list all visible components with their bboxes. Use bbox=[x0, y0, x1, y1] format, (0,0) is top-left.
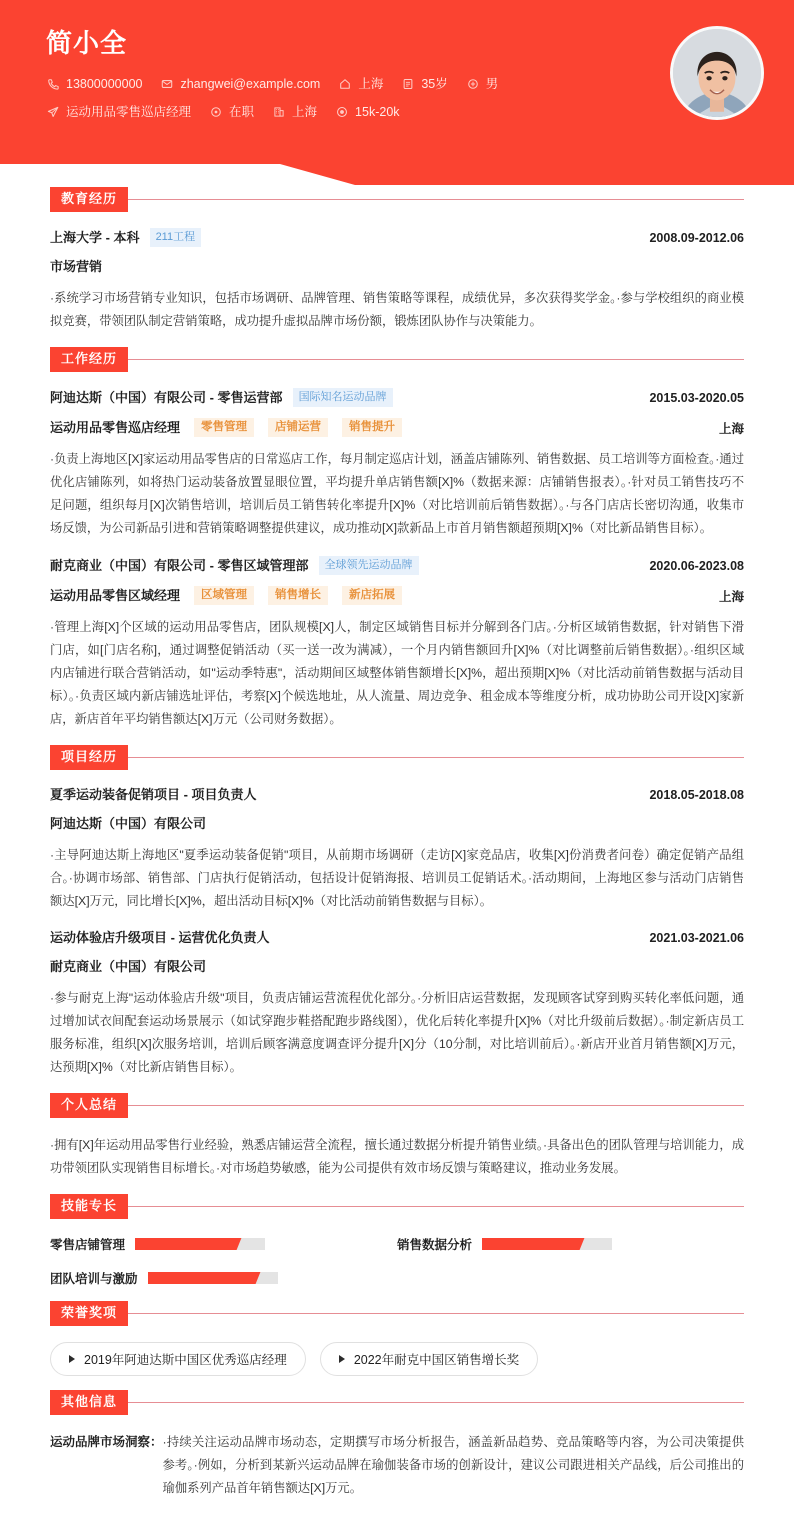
project-description: ·参与耐克上海"运动体验店升级"项目，负责店铺运营流程优化部分。·分析旧店运营数据，发现顾客试穿到购买转化率低问题，通过增加试衣间配套运动场景展示（如试穿跑步鞋搭配跑步路线图），优化后转化率提升[X]%（对比升级前后数据）。·制定新店员工服务标准，组织[X]次服务培训，培训后顾客满意度调查评分提升[X]分（10分制，对比培训前后）。·新店开业首月销售额[X]万元，达预期[X]%（对比新店销售目标）。 bbox=[50, 991, 744, 1074]
skill-label: 销售数据分析 bbox=[397, 1238, 473, 1252]
skill-bar-fill bbox=[148, 1272, 252, 1284]
section-header bbox=[50, 745, 744, 770]
contact-item bbox=[466, 74, 499, 94]
section-divider bbox=[128, 1402, 744, 1403]
skill-bar-fill bbox=[135, 1238, 233, 1250]
candidate-name: 简小全 bbox=[46, 28, 128, 58]
summary-description: ·拥有[X]年运动用品零售行业经验，熟悉店铺运营全流程，擅长通过数据分析提升销售业绩。·具备出色的团队管理与培训能力，成功带领团队实现销售目标增长。·对市场趋势敏感，能为公司提供有效市场反馈与策略建议，推动业务发展。 bbox=[50, 1138, 744, 1175]
section-awards bbox=[50, 1301, 744, 1376]
contact-value: 男 bbox=[485, 77, 499, 91]
award-item[interactable] bbox=[320, 1342, 538, 1376]
skill-bar-track bbox=[482, 1238, 612, 1250]
education-entry bbox=[50, 228, 744, 333]
project-entry bbox=[50, 929, 744, 1079]
salary-icon bbox=[335, 105, 349, 119]
project-entry bbox=[50, 786, 744, 913]
play-triangle-icon bbox=[339, 1355, 345, 1363]
section-education bbox=[50, 187, 744, 333]
job-title: 运动用品零售区域经理 bbox=[50, 587, 181, 603]
project-date: 2018.05-2018.08 bbox=[649, 788, 744, 802]
skill-label: 团队培训与激励 bbox=[50, 1272, 138, 1286]
section-title-projects: 项目经历 bbox=[50, 745, 128, 770]
awards-list bbox=[50, 1342, 744, 1376]
education-major: 市场营销 bbox=[50, 259, 103, 274]
contact-item bbox=[209, 102, 254, 122]
contact-value: 运动用品零售巡店经理 bbox=[66, 105, 192, 119]
contact-item bbox=[46, 102, 191, 122]
section-divider bbox=[128, 757, 744, 758]
skill-tag: 店铺运营 bbox=[268, 418, 328, 437]
play-triangle-icon bbox=[69, 1355, 75, 1363]
section-title-awards: 荣誉奖项 bbox=[50, 1301, 128, 1326]
avatar-photo-icon bbox=[673, 29, 761, 117]
skill-tag: 销售提升 bbox=[342, 418, 402, 437]
award-label: 2022年耐克中国区销售增长奖 bbox=[353, 1353, 520, 1367]
award-label: 2019年阿迪达斯中国区优秀巡店经理 bbox=[84, 1353, 287, 1367]
other-info-description: ·持续关注运动品牌市场动态，定期撰写市场分析报告，涵盖新品趋势、竞品策略等内容，为公司决策提供参考。·例如，分析到某新兴运动品牌在瑜伽装备市场的创新设计，建议公司跟进相关产品线，后公司推出的瑜伽系列产品首年销售额达[X]万元。 bbox=[162, 1435, 744, 1495]
project-date: 2021.03-2021.06 bbox=[649, 931, 744, 945]
home-icon bbox=[338, 77, 352, 91]
contact-value: 上海 bbox=[292, 105, 318, 119]
section-skills bbox=[50, 1194, 744, 1287]
resume-body bbox=[0, 187, 794, 1526]
section-divider bbox=[128, 1206, 744, 1207]
section-title-work: 工作经历 bbox=[50, 347, 128, 372]
contact-item bbox=[272, 102, 317, 122]
section-header bbox=[50, 1301, 744, 1326]
skills-list bbox=[50, 1235, 744, 1287]
avatar bbox=[670, 26, 764, 120]
skill-tag: 区域管理 bbox=[194, 586, 254, 605]
company-name: 耐克商业（中国）有限公司 - 零售区域管理部 bbox=[50, 557, 309, 573]
status-icon bbox=[209, 105, 223, 119]
section-title-other: 其他信息 bbox=[50, 1390, 128, 1415]
work-description: ·管理上海[X]个区域的运动用品零售店，团队规模[X]人，制定区域销售目标并分解到各门店。·分析区域销售数据，针对销售下滑门店，如[门店名称]，通过调整促销活动（买一送一改为满减），一个月内销售额回升[X]%（对比调整前后销售数据）。·组织区域内店铺进行联合营销活动，如"运动季特惠"，活动期间区域整体销售额增长[X]%，超出预期[X]%（对比活动前销售数据与活动目标）。·负责区域内新店铺选址评估，考察[X]个候选地址，从人流量、周边竞争、租金成本等维度分析，成功协助公司开设[X]家新店，新店首年平均销售额达[X]万元（公司财务数据）。 bbox=[50, 620, 744, 726]
section-header bbox=[50, 1194, 744, 1219]
section-divider bbox=[128, 359, 744, 360]
contact-value: 上海 bbox=[358, 77, 384, 91]
company-tag: 全球领先运动品牌 bbox=[319, 556, 419, 575]
contact-item bbox=[335, 102, 399, 122]
section-divider bbox=[128, 1105, 744, 1106]
skill-label: 零售店铺管理 bbox=[50, 1238, 126, 1252]
email-icon bbox=[160, 77, 174, 91]
job-title: 运动用品零售巡店经理 bbox=[50, 419, 181, 435]
project-company: 阿迪达斯（中国）有限公司 bbox=[50, 816, 207, 831]
gender-icon bbox=[466, 77, 480, 91]
other-info-block bbox=[50, 1431, 744, 1500]
contact-row-secondary bbox=[46, 102, 516, 122]
section-header bbox=[50, 187, 744, 212]
project-name: 运动体验店升级项目 - 运营优化负责人 bbox=[50, 930, 270, 945]
contact-value: 35岁 bbox=[421, 77, 448, 91]
contact-item bbox=[401, 74, 447, 94]
section-title-skills: 技能专长 bbox=[50, 1194, 128, 1219]
work-entry bbox=[50, 388, 744, 540]
skill-tag: 零售管理 bbox=[194, 418, 254, 437]
header-info bbox=[46, 22, 516, 130]
building-icon bbox=[272, 105, 286, 119]
section-title-summary: 个人总结 bbox=[50, 1093, 128, 1118]
company-tag: 国际知名运动品牌 bbox=[293, 388, 393, 407]
section-divider bbox=[128, 1313, 744, 1314]
education-date: 2008.09-2012.06 bbox=[649, 230, 744, 245]
section-header bbox=[50, 1390, 744, 1415]
section-header bbox=[50, 1093, 744, 1118]
school-name: 上海大学 - 本科 bbox=[50, 229, 140, 245]
work-entry bbox=[50, 556, 744, 731]
contact-value: 15k-20k bbox=[355, 105, 400, 119]
section-other bbox=[50, 1390, 744, 1500]
skill-tag: 销售增长 bbox=[268, 586, 328, 605]
skill-bar-fill bbox=[482, 1238, 576, 1250]
contact-value: 13800000000 bbox=[66, 77, 143, 91]
work-date: 2020.06-2023.08 bbox=[649, 558, 744, 573]
skill-item bbox=[50, 1235, 397, 1253]
skill-bar-track bbox=[148, 1272, 278, 1284]
phone-icon bbox=[46, 77, 60, 91]
work-location: 上海 bbox=[718, 589, 744, 604]
skill-item bbox=[397, 1235, 744, 1253]
skill-bar-track bbox=[135, 1238, 265, 1250]
contact-row-primary bbox=[46, 74, 516, 94]
work-date: 2015.03-2020.05 bbox=[649, 390, 744, 405]
project-description: ·主导阿迪达斯上海地区"夏季运动装备促销"项目，从前期市场调研（走访[X]家竞品店，收集[X]份消费者问卷）确定促销产品组合。·协调市场部、销售部、门店执行促销活动，包括设计促销海报、培训员工促销话术。·活动期间，上海地区参与活动门店销售额达[X]万元，同比增长[X]%，超出活动目标[X]%（对比活动前销售数据与目标）。 bbox=[50, 848, 744, 908]
other-info-label: 运动品牌市场洞察： bbox=[50, 1435, 163, 1449]
company-name: 阿迪达斯（中国）有限公司 - 零售运营部 bbox=[50, 389, 283, 405]
work-description: ·负责上海地区[X]家运动用品零售店的日常巡店工作，每月制定巡店计划，涵盖店铺陈列、销售数据、员工培训等方面检查。·通过优化店铺陈列，如将热门运动装备放置显眼位置，平均提升单店销售额[X]%（数据来源：店铺销售报表）。·针对员工销售技巧不足问题，组织每月[X]次销售培训，培训后员工销售转化率提升[X]%（对比培训前后销售数据）。·与各门店店长密切沟通，收集市场反馈，为公司新品引进和营销策略调整提供建议，成功推动[X]款新品上市首月销售额超预期[X]%（对比新品销售目标）。 bbox=[50, 452, 744, 535]
work-location: 上海 bbox=[718, 421, 744, 436]
project-name: 夏季运动装备促销项目 - 项目负责人 bbox=[50, 787, 257, 802]
paper-plane-icon bbox=[46, 105, 60, 119]
skill-item bbox=[50, 1269, 397, 1287]
contact-item bbox=[338, 74, 383, 94]
section-header bbox=[50, 347, 744, 372]
skill-tag: 新店拓展 bbox=[342, 586, 402, 605]
contact-value: zhangwei@example.com bbox=[180, 77, 321, 91]
contact-item bbox=[160, 74, 320, 94]
award-item[interactable] bbox=[50, 1342, 306, 1376]
education-description: ·系统学习市场营销专业知识，包括市场调研、品牌管理、销售策略等课程，成绩优异，多次获得奖学金。·参与学校组织的商业模拟竞赛，带领团队制定营销策略，成功提升虚拟品牌市场份额，锻炼团队协作与决策能力。 bbox=[50, 291, 744, 328]
school-tag: 211工程 bbox=[150, 228, 202, 247]
contact-item bbox=[46, 74, 142, 94]
section-projects bbox=[50, 745, 744, 1079]
project-company: 耐克商业（中国）有限公司 bbox=[50, 959, 207, 974]
resume-header bbox=[0, 0, 794, 185]
section-title-education: 教育经历 bbox=[50, 187, 128, 212]
section-work bbox=[50, 347, 744, 731]
section-divider bbox=[128, 199, 744, 200]
contact-value: 在职 bbox=[229, 105, 255, 119]
id-card-icon bbox=[401, 77, 415, 91]
section-summary bbox=[50, 1093, 744, 1180]
